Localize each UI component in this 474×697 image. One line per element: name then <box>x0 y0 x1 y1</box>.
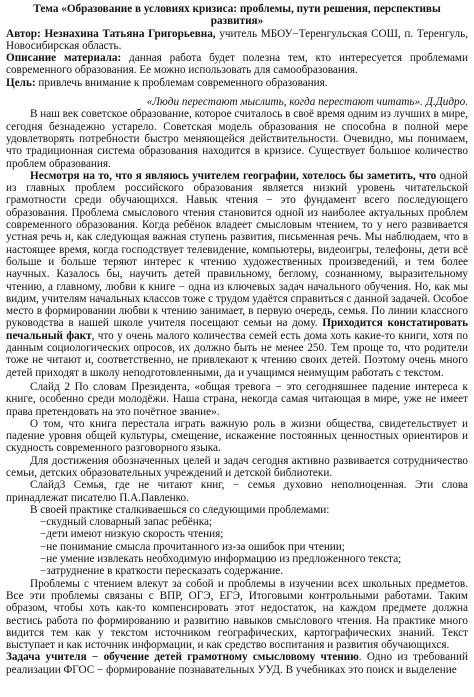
goal-label: Цель: <box>6 76 36 89</box>
author-affiliation: учитель МБОУ−Теренгульская СОШ, п. Теренгуль, Новосибирская область. <box>6 27 469 52</box>
paragraph-2-emphasis: Приходится констатировать печальный факт <box>6 317 468 342</box>
list-item: −скудный словарный запас ребёнка; <box>40 516 213 529</box>
paragraph-2 <box>6 170 468 379</box>
paragraph-4: О том, что книга перестала играть важную роль в жизни общества, свидетельствует и падение уровня общей культуры, смещение, искажение постоянных ценностных ориентиров и скудность современного разговорного языка. <box>6 417 468 455</box>
list-item: −дети имеют низкую скорость чтения; <box>40 528 224 541</box>
description-line <box>6 52 468 77</box>
paragraph-8: Проблемы с чтением влекут за собой и проблемы в изучении всех школьных предметов. Все эти проблемы связаны с ВПР, ОГЭ, ЕГЭ, Итоговыми контрольными работами. Таким образом, чтобы хоть как-то компенсировать этот недостаток, на каждом предмете должна вестись работа по формированию и развитию навыков смыслового чтения. На практике много видится тем как у текстом источником географических, картографических знаний. Текст выступает и как источник информации, и как средство воспитания и развития обучающихся. <box>6 577 468 652</box>
paragraph-9-lead: Задача учителя − обучение детей грамотному смысловому чтению <box>6 651 359 664</box>
epigraph-text: «Люди перестают мыслить, когда перестают читать». <box>146 96 423 109</box>
list-item: −не умение извлекать необходимую информацию из предложенного текста; <box>40 553 402 566</box>
paragraph-2-lead: Несмотря на то, что я являюсь учителем географии, хотелось бы заметить, что <box>30 169 437 182</box>
paragraph-9-body: . Одно из требований реализации ФГОС − формирование познавательных УУД. В учебниках это поиск и выделение <box>6 651 468 676</box>
paragraph-1: В наш век советское образование, которое считалось в своё время одним из лучших в мире, сегодня безнадежно устарело. Советская модель образования не способна в полной мере удовлетворять потребности быстро меняющейся действительности. Очевидно, мы понимаем, что традиционная система образования находится в кризисе. Существует большое количество проблем образования. <box>6 108 468 170</box>
author-label: Автор: <box>6 27 41 40</box>
paragraph-5: Для достижения обозначенных целей и задач сегодня активно развивается сотрудничество семьи, детских образовательных учреждений и детской библиотеки. <box>6 454 468 479</box>
epigraph-author: Д.Дидро. <box>422 96 468 109</box>
document-title: Тема «Образование в условиях кризиса: проблемы, пути решения, перспективы развития» <box>33 3 441 28</box>
list-item: −затруднение в краткости пересказать содержание. <box>40 565 283 578</box>
paragraph-2-body-b: , что у очень малого количества семей есть дома хоть какие-то книги, хотя по данным социологических опросов, их должно быть не менее 250. Тем проще то, что родители тоже не читают и, соответственно, не привлекают к чтению своих детей. Поэтому очень много детей приходят в школу неподготовленными, да и учащимся неимущим работать с текстом. <box>6 329 468 379</box>
epigraph <box>6 96 468 108</box>
author-line <box>6 28 468 53</box>
goal-text: привлечь внимание к проблемам современного образования. <box>35 76 328 89</box>
problems-list <box>6 516 468 577</box>
author-name: Незнахина Татьяна Григорьевна, <box>44 27 216 40</box>
paragraph-7: В своей практике сталкиваешься со следующими проблемами: <box>30 503 330 516</box>
description-label: Описание материала: <box>6 52 122 65</box>
paragraph-9 <box>6 651 468 676</box>
list-item: −не понимание смысла прочитанного из-за ошибок при чтении; <box>40 540 345 553</box>
paragraph-6: Слайд3 Семья, где не читают книг, − семья духовно неполноценная. Эти слова принадлежат писателю П.А.Павленко. <box>6 479 468 504</box>
goal-line <box>6 77 468 89</box>
paragraph-2-body-a: одной из главных проблем российского образования является низкий уровень читательской грамотности среди обучающихся. Навык чтения − это фундамент всего последующего образования. Проблема смыслового чтения становится одной из наиболее актуальных проблем современного образования. Когда ребёнок владеет смысловым чтением, то у него развивается устная речь и, как следующая важная ступень развития, письменная речь. Мы наблюдаем, что в настоящее время, когда господствует телевидение, компьютеры, видеоигры, телефоны, дети всё больше и больше теряют интерес к чтению художественных произведений, и тем более научных. Казалось бы, научить детей правильному, беглому, сознанному, выразительному чтению, а главному, любви к книге − одна из ключевых задач начального обучения. Но, как мы видим, учителям начальных классов тоже с трудом удаётся справиться с данной задачей. Особое место в формировании любви к чтению занимает, в первую очередь, семья. По линии классного руководства в нашей школе учителя посещают семьи на дому. <box>6 169 468 330</box>
paragraph-3: Слайд 2 По словам Президента, «общая тревога − это сегодняшнее падение интереса к книге, особенно среди молодёжи. Наша страна, некогда самая читающая в мире, уже не имеет права претендовать на это почётное звание». <box>6 380 468 418</box>
description-text: данная работа будет полезна тем, кто интересуется проблемами современного образования. Ее можно использовать для самообразования. <box>6 52 468 77</box>
